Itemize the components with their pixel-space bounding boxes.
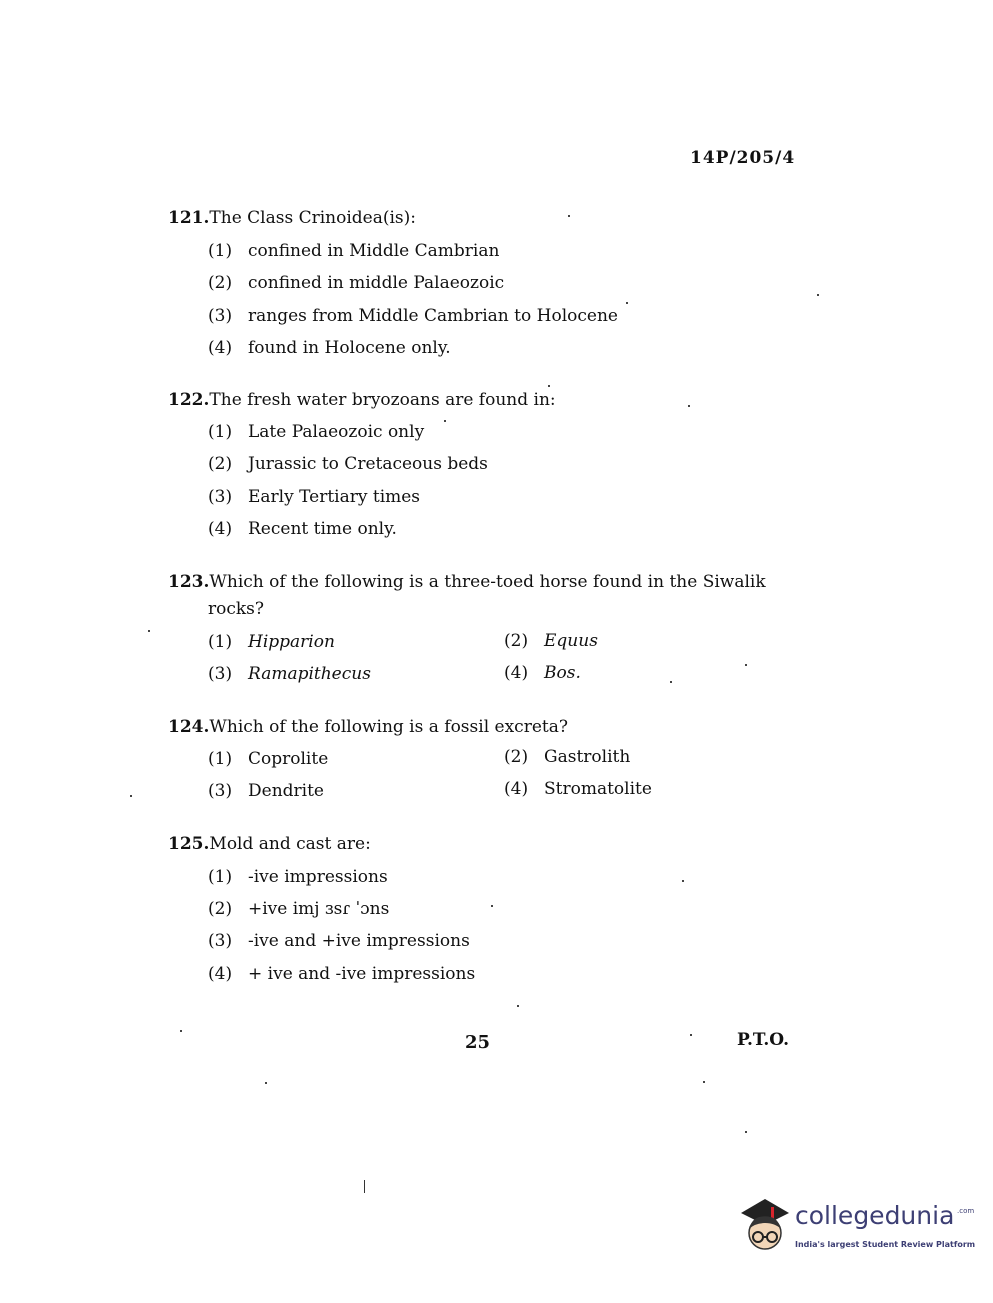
pto-label: P.T.O. (737, 1030, 789, 1050)
option-number: (1) (208, 241, 233, 261)
scan-speck (568, 215, 570, 217)
option-number: (1) (208, 749, 233, 769)
question-number: 122. (168, 390, 210, 410)
option-124-1 (208, 749, 328, 769)
option-number: (1) (208, 422, 233, 442)
option-125-4 (208, 964, 475, 984)
scan-speck (817, 294, 819, 296)
option-text: Stromatolite (544, 779, 652, 799)
option-text: Bos. (544, 663, 581, 683)
option-text: -ive impressions (248, 867, 388, 887)
option-number: (3) (208, 781, 233, 801)
option-121-4 (208, 338, 451, 358)
scan-speck (745, 1131, 747, 1133)
option-text: Dendrite (248, 781, 324, 801)
question-124 (168, 717, 568, 737)
question-number: 125. (168, 834, 210, 854)
question-number: 121. (168, 208, 210, 228)
scan-speck (130, 795, 132, 797)
option-123-3 (208, 664, 371, 684)
option-number: (3) (208, 487, 233, 507)
option-122-1 (208, 422, 424, 442)
option-text: Equus (544, 631, 598, 651)
option-number: (4) (208, 519, 233, 539)
option-125-2 (208, 899, 389, 919)
option-text: +ive imj ɜsɾ ˈɔns (248, 899, 390, 919)
option-number: (2) (208, 899, 233, 919)
brand-tagline: India's largest Student Review Platform (795, 1240, 976, 1249)
question-number: 124. (168, 717, 210, 737)
question-stem: Which of the following is a three-toed horse found in the Siwalik (209, 572, 766, 592)
scan-speck (180, 1030, 182, 1032)
scan-speck (517, 1005, 519, 1007)
option-text: Late Palaeozoic only (248, 422, 425, 442)
scan-speck (690, 1034, 692, 1036)
option-number: (4) (504, 779, 529, 799)
mascot-icon (735, 1195, 795, 1257)
question-123 (168, 572, 766, 592)
question-122 (168, 390, 556, 410)
question-number: 123. (168, 572, 210, 592)
option-number: (3) (208, 306, 233, 326)
option-123-1 (208, 632, 335, 652)
brand-name: collegedunia (795, 1201, 955, 1230)
option-text: found in Holocene only. (248, 338, 451, 358)
option-number: (2) (504, 631, 529, 651)
option-121-3 (208, 306, 618, 326)
option-text: ranges from Middle Cambrian to Holocene (248, 306, 618, 326)
option-text: Early Tertiary times (248, 487, 421, 507)
option-125-3 (208, 931, 470, 951)
option-121-2 (208, 273, 504, 293)
option-number: (2) (504, 747, 529, 767)
brand-suffix: .com (957, 1207, 975, 1215)
option-number: (1) (208, 867, 233, 887)
option-number: (2) (208, 273, 233, 293)
scan-speck (745, 664, 747, 666)
question-125 (168, 834, 371, 854)
question-stem: The Class Crinoidea(is): (209, 208, 417, 228)
option-number: (3) (208, 664, 233, 684)
option-124-3 (208, 781, 324, 801)
scan-speck (703, 1081, 705, 1083)
option-text: Hipparion (248, 632, 335, 652)
scan-speck (265, 1082, 267, 1084)
option-text: confined in Middle Cambrian (248, 241, 500, 261)
scan-speck (688, 405, 690, 407)
option-123-2 (504, 631, 598, 651)
question-stem: The fresh water bryozoans are found in: (209, 390, 556, 410)
option-124-2 (504, 747, 630, 767)
question-stem: Mold and cast are: (209, 834, 371, 854)
option-number: (2) (208, 454, 233, 474)
option-number: (1) (208, 632, 233, 652)
option-text: + ive and -ive impressions (248, 964, 476, 984)
question-121 (168, 208, 416, 228)
option-123-4 (504, 663, 581, 683)
option-122-3 (208, 487, 420, 507)
scan-speck (491, 905, 493, 907)
option-text: Jurassic to Cretaceous beds (248, 454, 488, 474)
scan-speck (682, 880, 684, 882)
paper-code: 14P/205/4 (690, 148, 796, 168)
option-text: -ive and +ive impressions (248, 931, 470, 951)
option-122-2 (208, 454, 488, 474)
option-text: Coprolite (248, 749, 329, 769)
option-125-1 (208, 867, 388, 887)
scan-speck (548, 385, 550, 387)
option-number: (3) (208, 931, 233, 951)
option-number: (4) (208, 964, 233, 984)
option-121-1 (208, 241, 499, 261)
option-number: (4) (208, 338, 233, 358)
option-text: Recent time only. (248, 519, 397, 539)
option-text: Ramapithecus (248, 664, 371, 684)
option-122-4 (208, 519, 397, 539)
question-stem: Which of the following is a fossil excreta? (209, 717, 568, 737)
option-number: (4) (504, 663, 529, 683)
option-124-4 (504, 779, 652, 799)
scan-speck (670, 681, 672, 683)
page-number: 25 (465, 1032, 491, 1053)
scan-speck (626, 302, 628, 304)
question-stem-continued: rocks? (208, 599, 265, 619)
collegedunia-watermark (735, 1195, 976, 1265)
scan-speck (148, 630, 150, 632)
option-text: confined in middle Palaeozoic (248, 273, 505, 293)
scan-speck (444, 420, 446, 422)
scan-mark (364, 1180, 365, 1193)
option-text: Gastrolith (544, 747, 631, 767)
